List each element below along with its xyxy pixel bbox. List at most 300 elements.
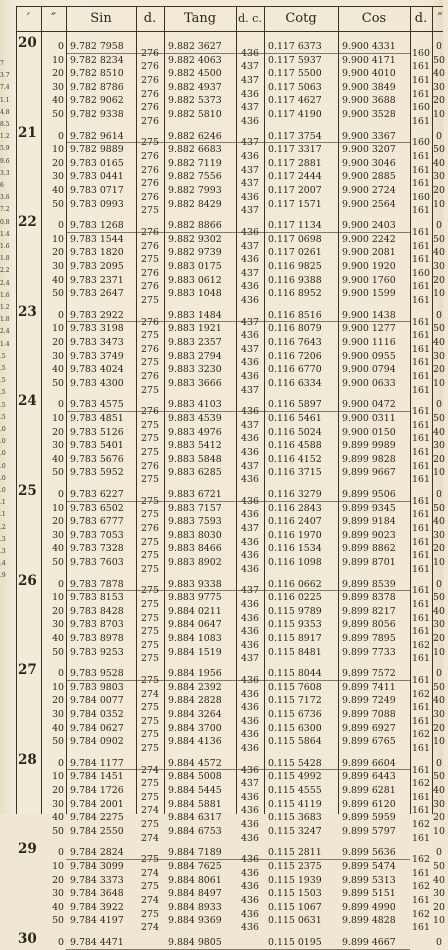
margin-fragment: 1.4 [0,230,10,238]
seconds-right-cell: 30 [433,709,445,720]
seconds-cell: 40 [52,95,64,107]
tang-cell: 9.884 2392 [168,681,222,693]
seconds-cell: 30 [52,350,64,362]
seconds-cell: 10 [52,771,64,783]
sin-cell: 9.783 9528 [70,668,124,680]
seconds-cell: 40 [52,901,64,913]
cotg-cell: 0.116 1098 [268,557,322,568]
tang-cell: 9.882 4937 [168,81,222,93]
margin-fragment: 2.2 [0,267,10,275]
tang-cell: 9.883 3666 [168,377,222,389]
cos-cell: 9.899 8378 [342,592,396,604]
tang-cell: 9.884 3700 [168,722,222,734]
seconds-right-cell: 30 [433,81,445,93]
cos-diff-cell: 162 [412,908,430,920]
seconds-cell: 30 [52,261,64,272]
cotg-cell: 0.115 3247 [268,825,322,837]
cotg-cell: 0.117 0698 [268,233,322,245]
sin-cell: 9.782 9338 [70,109,124,120]
common-diff-cell: 437 [241,523,259,534]
sin-diff-cell: 275 [141,433,159,445]
sin-diff-cell: 275 [141,908,159,920]
sin-cell: 9.784 3922 [70,901,124,913]
common-diff-cell: 437 [241,419,259,431]
cos-cell: 9.899 8539 [342,578,396,590]
tang-cell: 9.883 0612 [168,274,222,286]
seconds-cell: 20 [52,516,64,528]
seconds-cell: 10 [52,323,64,335]
sin-diff-cell: 276 [141,151,159,162]
cos-diff-cell: 162 [412,688,430,700]
cos-cell: 9.899 6604 [342,757,396,769]
cos-diff-cell: 161 [412,702,430,714]
margin-fragment: 1.8 [0,255,10,263]
sin-diff-cell: 275 [141,612,159,624]
cotg-cell: 0.116 1534 [268,543,322,555]
seconds-right-cell: 20 [433,633,445,644]
sin-cell: 9.783 0441 [70,171,124,183]
cotg-cell: 0.115 3683 [268,812,322,824]
cos-cell: 9.899 9345 [342,502,396,514]
seconds-cell: 30 [52,888,64,900]
cos-cell: 9.899 9023 [342,529,396,541]
table-row [16,130,443,144]
cos-cell: 9.899 9667 [342,467,396,479]
margin-fragment: 9.6 [0,157,10,165]
seconds-right-cell: 0 [436,489,442,500]
sin-cell: 9.783 9803 [70,681,124,693]
cos-cell: 9.899 8056 [342,619,396,631]
sin-cell: 9.784 0627 [70,722,124,734]
cotg-cell: 0.115 5864 [268,736,322,748]
cos-diff-cell: 160 [412,102,430,114]
sin-diff-cell: 276 [141,191,159,203]
table-row [16,412,443,426]
seconds-right-cell: 30 [433,798,445,810]
cos-diff-cell: 161 [412,563,430,575]
cos-diff-cell: 161 [412,178,430,190]
cos-cell: 9.900 3849 [342,81,396,93]
seconds-right-cell: 40 [433,605,445,617]
sin-cell: 9.784 2275 [70,812,124,824]
sin-cell: 9.783 3749 [70,350,124,362]
common-diff-cell: 436 [241,474,259,486]
table-row [16,81,443,95]
cotg-cell: 0.115 1939 [268,874,322,886]
cos-diff-cell: 161 [412,316,430,328]
tang-cell: 9.884 2828 [168,695,222,707]
header-minutes: ′ [27,11,30,26]
cos-diff-cell: 161 [412,164,430,176]
cotg-cell: 0.115 2375 [268,861,322,872]
tang-cell: 9.883 7593 [168,516,222,528]
margin-fragment: 6 [0,182,4,189]
seconds-cell: 30 [52,81,64,93]
minute-label: 20 [18,35,37,51]
log-trig-table [16,0,445,948]
sin-cell: 9.783 1544 [70,233,124,245]
cotg-cell: 0.116 4152 [268,453,322,465]
common-diff-cell: 436 [241,563,259,575]
table-row [16,336,443,350]
sin-diff-cell: 275 [141,205,159,217]
common-diff-cell: 436 [241,151,259,162]
tang-cell: 9.884 7625 [168,861,222,872]
seconds-right-cell: 10 [433,377,445,389]
sin-diff-cell: 274 [141,805,159,817]
minute-label: 28 [18,751,37,768]
cotg-cell: 0.117 0261 [268,247,322,259]
cos-cell: 9.900 0472 [342,399,396,411]
table-row [16,542,443,556]
cos-cell: 9.900 2403 [342,220,396,232]
cos-diff-cell: 161 [412,791,430,803]
cos-cell: 9.899 4828 [342,915,396,927]
sin-diff-cell: 275 [141,626,159,638]
table-row [16,94,443,108]
margin-fragment: 7 [0,60,4,67]
cos-diff-cell: 160 [412,191,430,203]
margin-fragment: 1.1 [0,96,10,104]
common-diff-cell: 436 [241,612,259,624]
sin-diff-cell: 276 [141,371,159,382]
cos-diff-cell: 161 [412,371,430,382]
tang-cell: 9.884 5881 [168,798,222,810]
common-diff-cell: 436 [241,881,259,893]
common-diff-cell: 436 [241,433,259,445]
cos-diff-cell: 161 [412,743,430,754]
sin-cell: 9.783 3198 [70,323,124,335]
tang-cell: 9.883 4976 [168,426,222,438]
cotg-cell: 0.117 5063 [268,81,322,93]
seconds-cell: 10 [52,592,64,604]
sin-cell: 9.784 3373 [70,874,124,886]
cotg-cell: 0.117 2007 [268,185,322,196]
margin-fragment: .3 [0,548,6,555]
cotg-cell: 0.116 4588 [268,440,322,452]
tang-cell: 9.882 5810 [168,109,222,120]
seconds-right-cell: 50 [433,592,445,604]
cos-diff-cell: 160 [412,47,430,59]
seconds-right-cell: 40 [433,695,445,707]
sin-cell: 9.782 8510 [70,68,124,80]
minute-label: 30 [18,931,37,947]
tang-cell: 9.884 4572 [168,757,222,769]
seconds-cell: 0 [58,847,64,859]
seconds-cell: 10 [52,413,64,424]
seconds-cell: 40 [52,543,64,555]
cos-diff-cell: 161 [412,536,430,548]
cos-cell: 9.900 3688 [342,95,396,107]
cos-diff-cell: 161 [412,715,430,727]
sin-cell: 9.783 2371 [70,274,124,286]
minute-label: 29 [18,841,37,858]
minute-label: 27 [18,662,37,679]
cotg-cell: 0.115 4119 [268,798,322,810]
margin-fragment: .2 [0,523,6,531]
sin-cell: 9.783 8978 [70,633,124,644]
table-row [16,40,443,54]
table-row [16,157,443,171]
sin-cell: 9.783 8703 [70,619,124,631]
cotg-cell: 0.117 6373 [268,41,322,52]
table-row [16,108,443,122]
header-cos: Cos [361,11,387,26]
seconds-right-cell: 0 [436,937,442,948]
sin-cell: 9.784 0902 [70,736,124,748]
sin-cell: 9.782 8786 [70,81,124,93]
seconds-right-cell: 20 [433,274,445,286]
header-seconds: ″ [51,11,56,26]
margin-fragment: 4.8 [0,108,10,116]
table-row [16,556,443,570]
cos-diff-cell: 161 [412,205,430,217]
sin-cell: 9.783 1820 [70,247,124,259]
cos-diff-cell: 161 [412,151,430,162]
table-row [16,143,443,157]
cos-cell: 9.900 4171 [342,54,396,66]
common-diff-cell: 436 [241,819,259,830]
margin-fragment: .0 [0,462,6,470]
cos-cell: 9.899 7249 [342,695,396,707]
margin-fragment: 2.4 [0,328,10,336]
cos-diff-cell: 161 [412,509,430,521]
cos-cell: 9.899 9989 [342,440,396,452]
sin-cell: 9.784 4197 [70,915,124,927]
sin-cell: 9.783 7878 [70,578,124,590]
common-diff-cell: 436 [241,330,259,342]
cos-cell: 9.899 6927 [342,722,396,734]
seconds-right-cell: 10 [433,109,445,120]
seconds-right-cell: 0 [436,309,442,321]
sin-cell: 9.784 0077 [70,695,124,707]
seconds-right-cell: 0 [436,757,442,769]
cotg-cell: 0.116 0662 [268,578,322,590]
margin-fragment: 3.7 [0,72,10,80]
common-diff-cell: 437 [241,460,259,472]
cotg-cell: 0.115 9353 [268,619,322,631]
cos-cell: 9.899 5313 [342,874,396,886]
margin-fragment: .0 [0,438,6,446]
table-row [16,770,443,784]
sin-diff-cell: 275 [141,653,159,665]
tang-cell: 9.884 1956 [168,668,222,680]
cotg-cell: 0.116 8079 [268,323,322,335]
cotg-cell: 0.117 2881 [268,157,322,169]
common-diff-cell: 436 [241,791,259,803]
sin-diff-cell: 274 [141,688,159,700]
margin-fragment: .0 [0,487,6,494]
cos-cell: 9.899 9184 [342,516,396,528]
cos-cell: 9.900 3207 [342,144,396,156]
tang-cell: 9.882 9739 [168,247,222,259]
common-diff-cell: 436 [241,639,259,651]
cos-diff-cell: 162 [412,729,430,741]
seconds-right-cell: 30 [433,619,445,631]
seconds-cell: 50 [52,198,64,210]
tang-cell: 9.884 9805 [168,937,222,948]
tang-cell: 9.883 5848 [168,453,222,465]
group-rule [66,321,410,322]
seconds-cell: 0 [58,220,64,232]
seconds-right-cell: 20 [433,543,445,555]
cotg-cell: 0.117 4627 [268,95,322,107]
cos-cell: 9.900 0311 [342,413,396,424]
margin-fragment: 7.4 [0,84,10,92]
tang-cell: 9.882 6246 [168,130,222,142]
minute-label: 22 [18,214,37,231]
sin-cell: 9.784 3648 [70,888,124,900]
seconds-cell: 50 [52,377,64,389]
minute-label: 26 [18,572,37,589]
seconds-right-cell: 40 [433,785,445,796]
sin-diff-cell: 275 [141,778,159,790]
cos-diff-cell: 161 [412,240,430,252]
cos-diff-cell: 161 [412,281,430,293]
cos-diff-cell: 161 [412,254,430,266]
cos-cell: 9.899 7895 [342,633,396,644]
common-diff-cell: 436 [241,626,259,638]
margin-fragment: 3.6 [0,194,10,202]
cos-cell: 9.899 6443 [342,771,396,783]
table-row [16,515,443,529]
seconds-right-cell: 30 [433,888,445,900]
seconds-right-cell: 30 [433,261,445,272]
cos-cell: 9.899 8701 [342,557,396,568]
cotg-cell: 0.116 8952 [268,288,322,300]
tang-cell: 9.883 8030 [168,529,222,541]
cotg-cell: 0.115 0631 [268,915,322,927]
sin-cell: 9.783 6502 [70,502,124,514]
cos-cell: 9.899 7411 [342,681,396,693]
cotg-cell: 0.115 9789 [268,605,322,617]
sin-diff-cell: 276 [141,343,159,355]
table-row [16,54,443,68]
table-row [16,757,443,771]
cos-cell: 9.900 1920 [342,261,396,272]
common-diff-cell: 437 [241,778,259,790]
tang-cell: 9.884 1519 [168,646,222,658]
header-rule [16,31,443,32]
seconds-right-cell: 0 [436,847,442,859]
common-diff-cell: 437 [241,164,259,176]
seconds-right-cell: 40 [433,516,445,528]
left-margin-fragments [0,0,10,814]
header-common-diff: d. c. [238,12,262,25]
seconds-right-cell: 10 [433,915,445,927]
margin-fragment: 2.4 [0,279,10,287]
seconds-cell: 20 [52,247,64,259]
cos-cell: 9.899 8217 [342,605,396,617]
cos-cell: 9.900 0955 [342,350,396,362]
sin-cell: 9.783 9253 [70,646,124,658]
header-sin-diff: d. [143,11,157,26]
cotg-cell: 0.115 2811 [268,847,322,859]
cos-cell: 9.900 1116 [342,337,396,348]
cos-diff-cell: 161 [412,330,430,342]
sin-diff-cell: 275 [141,447,159,458]
seconds-right-cell: 0 [436,668,442,680]
sin-cell: 9.783 5401 [70,440,124,452]
seconds-cell: 30 [52,171,64,183]
header-cotg: Cotg [285,11,317,26]
cotg-cell: 0.115 7608 [268,681,322,693]
sin-diff-cell: 275 [141,563,159,575]
cos-cell: 9.899 7088 [342,709,396,720]
common-diff-cell: 436 [241,832,259,844]
cos-cell: 9.899 5797 [342,825,396,837]
sin-cell: 9.783 7603 [70,557,124,568]
margin-fragment: 1.2 [0,133,10,141]
common-diff-cell: 436 [241,295,259,306]
table-row [16,246,443,260]
common-diff-cell: 436 [241,550,259,562]
tang-cell: 9.883 2794 [168,350,222,362]
seconds-cell: 50 [52,915,64,927]
cos-cell: 9.900 1277 [342,323,396,335]
seconds-right-cell: 30 [433,440,445,452]
cos-cell: 9.900 2564 [342,198,396,210]
sin-cell: 9.782 7958 [70,41,124,52]
sin-diff-cell: 276 [141,61,159,73]
cos-diff-cell: 161 [412,653,430,665]
sin-diff-cell: 275 [141,295,159,306]
cos-cell: 9.900 3367 [342,130,396,142]
cos-cell: 9.899 6120 [342,798,396,810]
table-row [16,309,443,323]
table-row [16,874,443,888]
common-diff-cell: 436 [241,357,259,369]
seconds-right-cell: 50 [433,681,445,693]
table-row [16,184,443,198]
seconds-cell: 50 [52,736,64,748]
sin-diff-cell: 276 [141,523,159,534]
cotg-cell: 0.117 5937 [268,54,322,66]
table-row [16,322,443,336]
tang-cell: 9.884 7189 [168,847,222,859]
seconds-cell: 40 [52,633,64,644]
seconds-right-cell: 0 [436,130,442,142]
header-sin: Sin [90,11,112,26]
common-diff-cell: 436 [241,702,259,714]
tang-cell: 9.884 8933 [168,901,222,913]
sin-cell: 9.782 9062 [70,95,124,107]
seconds-right-cell: 20 [433,812,445,824]
table-row [16,578,443,592]
tang-cell: 9.884 0211 [168,605,222,617]
cos-cell: 9.899 8862 [342,543,396,555]
cotg-cell: 0.117 3317 [268,144,322,156]
table-row [16,887,443,901]
tang-cell: 9.883 6285 [168,467,222,479]
sin-diff-cell: 274 [141,832,159,844]
seconds-cell: 10 [52,502,64,514]
minute-label: 24 [18,393,37,410]
common-diff-cell: 436 [241,805,259,817]
tang-cell: 9.884 5008 [168,771,222,783]
seconds-right-cell: 10 [433,825,445,837]
seconds-cell: 10 [52,233,64,245]
tang-cell: 9.882 3627 [168,41,222,52]
cotg-cell: 0.116 6770 [268,364,322,376]
seconds-cell: 40 [52,453,64,465]
cotg-cell: 0.116 7206 [268,350,322,362]
sin-diff-cell: 275 [141,743,159,754]
common-diff-cell: 436 [241,688,259,700]
cos-diff-cell: 160 [412,137,430,149]
tang-cell: 9.882 8866 [168,220,222,232]
tang-cell: 9.883 5412 [168,440,222,452]
